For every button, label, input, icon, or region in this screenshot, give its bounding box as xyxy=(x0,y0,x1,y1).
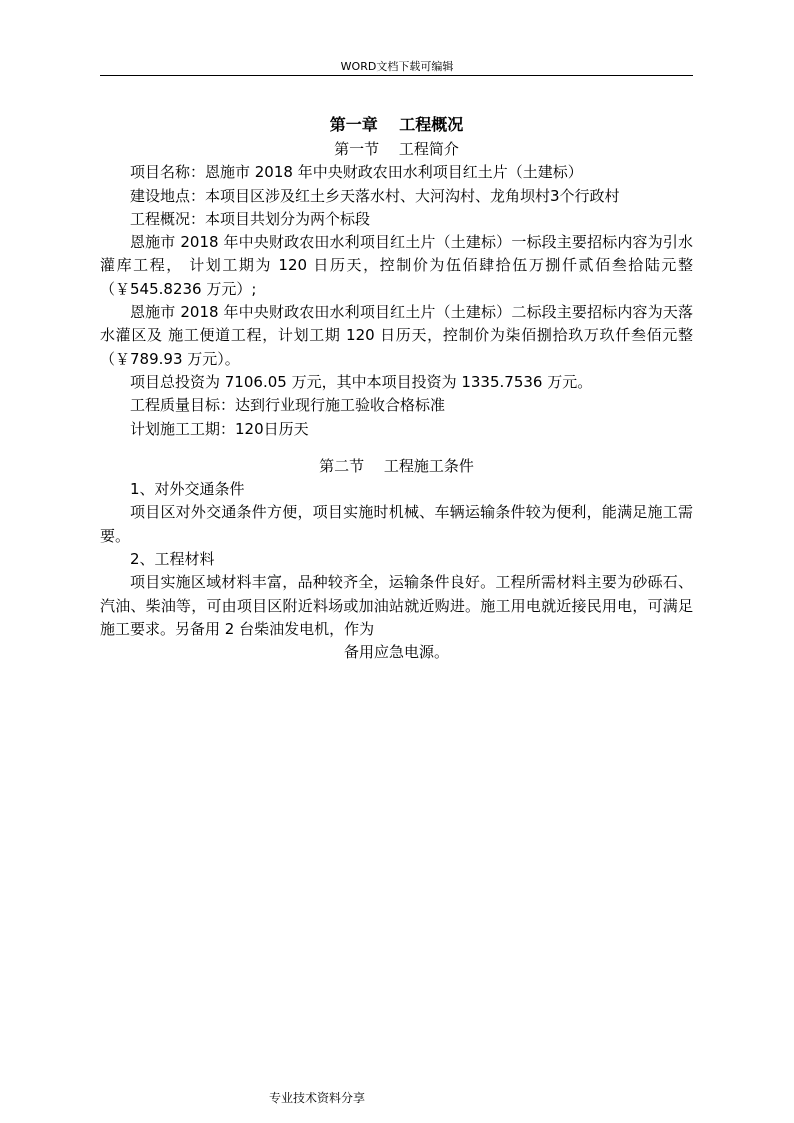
paragraph: 工程质量目标：达到行业现行施工验收合格标准 xyxy=(130,396,446,415)
paragraph: 项目区对外交通条件方便，项目实施时机械、车辆运输条件较为便利，能满足施工需要。 xyxy=(100,503,693,545)
paragraph: 工程概况：本项目共划分为两个标段 xyxy=(130,209,371,228)
page-header: WORD文档下载可编辑 xyxy=(340,60,454,73)
subsection-title: 1、对外交通条件 xyxy=(130,480,245,499)
paragraph: 项目名称：恩施市 2018 年中央财政农田水利项目红土片（土建标） xyxy=(130,163,583,182)
subsection-title: 2、工程材料 xyxy=(130,550,215,569)
header-rule xyxy=(100,75,693,76)
document-body xyxy=(100,112,693,665)
paragraph: 项目实施区域材料丰富，品种较齐全，运输条件良好。工程所需材料主要为砂砾石、汽油、柴油等，可由项目区附近料场或加油站就近购进。施工用电就近接民用电，可满足施工要求。另备用 2 台柴油发电机，作为 xyxy=(100,573,693,638)
paragraph: 建设地点：本项目区涉及红土乡天落水村、大河沟村、龙角坝村3个行政村 xyxy=(130,186,620,205)
paragraph: 项目总投资为 7106.05 万元，其中本项目投资为 1335.7536 万元。 xyxy=(130,372,593,391)
paragraph: 恩施市 2018 年中央财政农田水利项目红土片（土建标）一标段主要招标内容为引水灌库工程， 计划工期为 120 日历天，控制价为伍佰肆拾伍万捌仟贰佰叁拾陆元整（￥545.8236 万元）; xyxy=(100,233,693,298)
paragraph: 恩施市 2018 年中央财政农田水利项目红土片（土建标）二标段主要招标内容为天落水灌区及 施工便道工程，计划工期 120 日历天，控制价为柒佰捌拾玖万玖仟叁佰元整（￥789.93 万元）。 xyxy=(100,303,693,368)
section-title: 第二节 工程施工条件 xyxy=(319,456,474,475)
paragraph-tail: 备用应急电源。 xyxy=(343,643,449,662)
section-title: 第一节 工程简介 xyxy=(334,140,459,158)
paragraph: 计划施工工期：120日历天 xyxy=(130,419,309,438)
page-footer: 专业技术资料分享 xyxy=(269,1091,366,1105)
chapter-title: 第一章 工程概况 xyxy=(329,115,464,134)
